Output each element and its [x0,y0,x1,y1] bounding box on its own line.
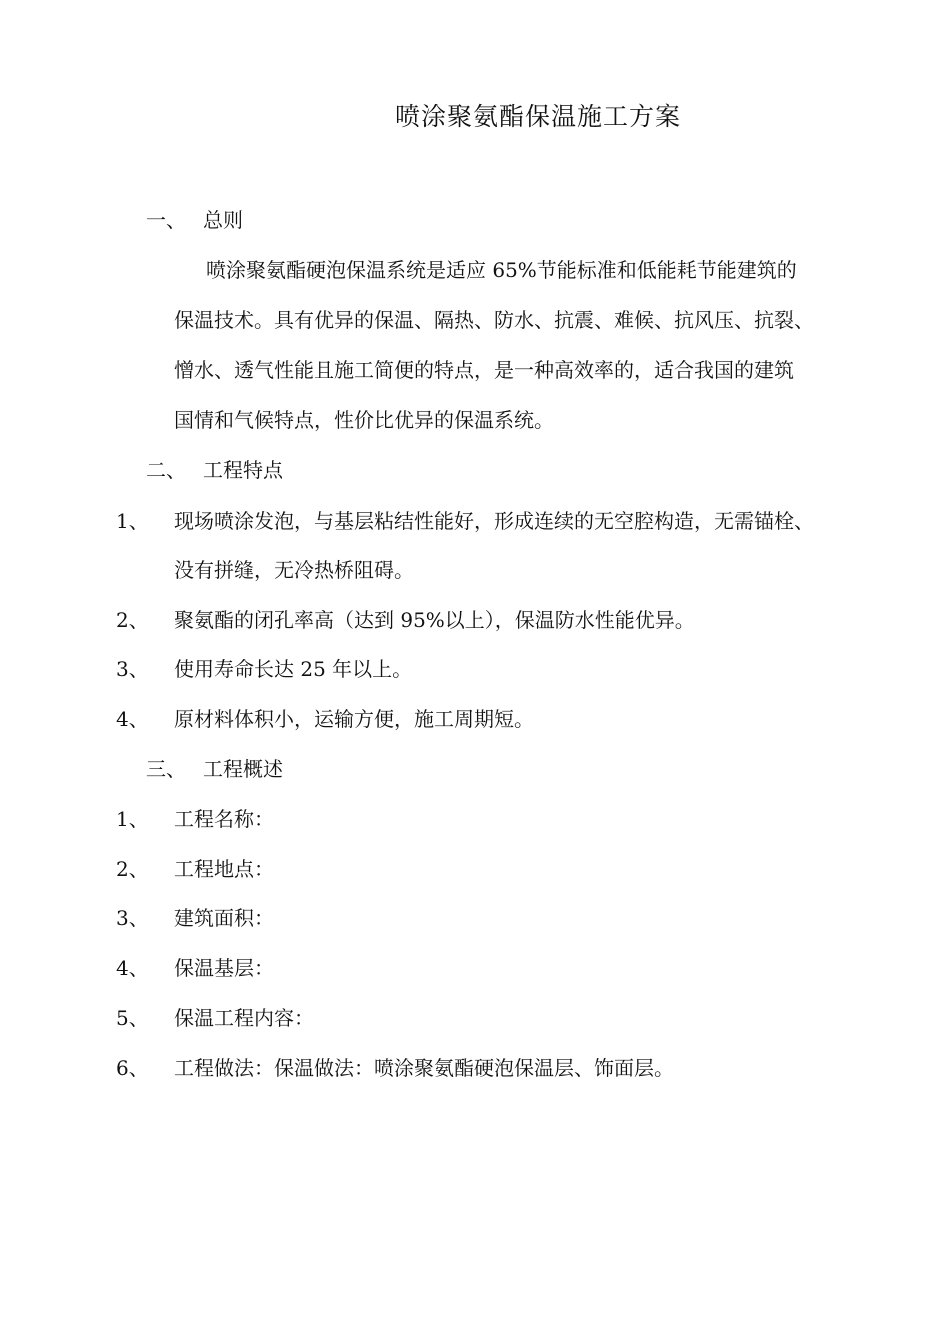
list-item-number: 3、 [116,657,149,681]
list-item-text: 建筑面积： [174,906,274,930]
section-1-marker: 一、 [146,208,186,232]
list-item-number: 1、 [116,807,149,831]
list-item-number: 4、 [116,707,149,731]
list-item-text: 原材料体积小，运输方便，施工周期短。 [174,707,534,731]
list-item-text: 工程做法：保温做法：喷涂聚氨酯硬泡保温层、饰面层。 [174,1056,674,1080]
list-item-text: 聚氨酯的闭孔率高（达到 95%以上），保温防水性能优异。 [174,608,695,632]
list-item-text: 工程地点： [174,857,274,881]
section-3-marker: 三、 [146,757,186,781]
section-1-body-line-4: 国情和气候特点，性价比优异的保温系统。 [174,408,554,432]
list-item-number: 2、 [116,608,149,632]
section-1-body-line-2: 保温技术。具有优异的保温、隔热、防水、抗震、难候、抗风压、抗裂、 [174,308,814,332]
document-title: 喷涂聚氨酯保温施工方案 [394,102,681,131]
list-item-text: 工程名称： [174,807,274,831]
section-1-heading: 总则 [203,208,243,232]
list-item-number: 6、 [116,1056,149,1080]
list-item-number: 1、 [116,509,149,533]
list-item-number: 4、 [116,956,149,980]
list-item-text: 保温工程内容： [174,1006,314,1030]
list-item-number: 5、 [116,1006,149,1030]
list-item-text: 使用寿命长达 25 年以上。 [174,657,413,681]
section-3-heading: 工程概述 [203,757,283,781]
list-item-text: 现场喷涂发泡，与基层粘结性能好，形成连续的无空腔构造，无需锚栓、 [174,509,814,533]
list-item-text: 保温基层： [174,956,274,980]
list-item-text-continued: 没有拼缝，无冷热桥阻碍。 [174,558,414,582]
section-2-marker: 二、 [146,458,186,482]
section-1-body-line-3: 憎水、透气性能且施工简便的特点，是一种高效率的，适合我国的建筑 [174,358,794,382]
section-2-heading: 工程特点 [203,458,283,482]
list-item-number: 3、 [116,906,149,930]
list-item-number: 2、 [116,857,149,881]
section-1-body-line-1: 喷涂聚氨酯硬泡保温系统是适应 65%节能标准和低能耗节能建筑的 [206,258,797,282]
